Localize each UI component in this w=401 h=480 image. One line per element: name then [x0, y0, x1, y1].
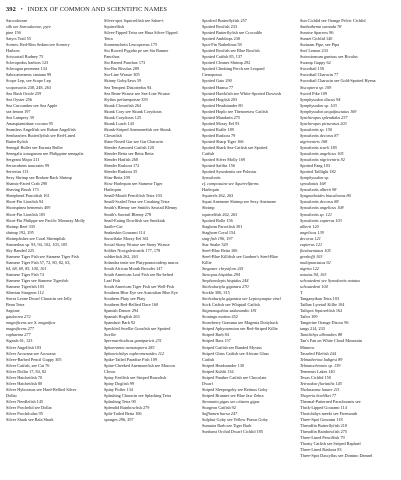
index-entry: Slyfins perlaenpoisse 359	[104, 96, 148, 102]
index-entry: Slim-Betta 109	[104, 175, 130, 181]
index-entry: Sea Bush Oriole 259	[6, 90, 42, 96]
index-entry: Siamese Tiger Fish 57, 72, 80, 82, 63,	[6, 259, 71, 265]
index-entry: Sagitate	[6, 308, 20, 314]
index-entry: Spotfred Butterflyfish 257	[202, 18, 247, 23]
index-entry: Bean Tetra	[6, 302, 25, 308]
index-entry: Shamic-Faced Crab 290	[6, 181, 48, 187]
index-entry: Siamese Tiger Fish 74	[6, 271, 44, 277]
index-entry: Syngnathoides biaculeatus 80	[300, 193, 351, 199]
index-entry: flavitaeniatus 105	[300, 247, 331, 253]
index-entry: Sabocatterneus cantana 99	[6, 72, 52, 78]
index-entry: Thermal-Patterned Parachromis see	[300, 398, 361, 404]
index-entry: Strawberry Gramma see Magenta Dottyback	[202, 320, 278, 326]
index-entry: Spotted Rasbora 79	[202, 132, 236, 138]
index-entry: Thayeria boehlkei 77	[300, 392, 337, 398]
index-entry: stag-fish 196, 197	[202, 235, 233, 241]
index-entry: Temensis Lakes 140	[300, 368, 335, 374]
index-entry: 64, 68, 69, 85, 100, 101	[6, 265, 47, 271]
index-entry: Spotted Mandarin 275	[202, 114, 241, 120]
index-entry: Spandarri Barb 92	[104, 320, 136, 326]
index-entry: Symphysodon discus 94	[300, 96, 341, 102]
index-entry: Silver Hatchetfish 70	[6, 374, 43, 380]
index-entry: Spotted Hawkfish see White-Spotted Dowwsb	[202, 90, 282, 96]
index-entry: Spotted Shark Sea-Catfish see Spotted	[202, 144, 268, 150]
index-entry: Threadfin Butterflyfish 210	[300, 423, 347, 429]
index-entry: Sphaerichthys osphromenoides 112	[104, 350, 164, 356]
index-entry: Striped Panther Catfish see Chocolate	[202, 374, 267, 380]
index-columns	[6, 18, 398, 459]
index-entry: Split-Tailed Betta 106	[104, 411, 142, 417]
index-entry: Synodontis sp. 150	[300, 126, 332, 132]
index-entry: Synodontis	[202, 175, 221, 181]
index-entry: Stephanolepis hispidus 244	[202, 278, 249, 284]
index-entry: Spiny Eeelfish see Striped Brazolish	[104, 374, 167, 380]
index-entry: Sclerogau perennea 134	[6, 66, 47, 72]
index-entry: Silver Needlefish 145	[6, 398, 44, 404]
index-entry: Seamless Angelfish see Ruban Angelfish	[6, 126, 76, 132]
index-entry: South American Tiger Fish see Well-Fish	[104, 284, 175, 290]
index-entry: Striped Headstander 130	[202, 362, 245, 368]
index-entry: Clownfish	[104, 132, 122, 138]
index-entry: Surinam Pipe, see Pipa	[300, 42, 340, 48]
index-entry: Spotted Hoplo see Thenoretaw Catfish	[202, 108, 268, 114]
index-entry: multipunctatus 92	[300, 259, 331, 265]
index-entry: gaulacrea 272	[6, 314, 31, 320]
index-entry: Slender Rasbora 172	[104, 163, 140, 169]
index-entry: Pancthus	[104, 54, 120, 60]
index-entry: Shrimpfishes see Coral Shrimpfish	[6, 235, 66, 241]
index-entry: Surf Lemon 233	[300, 48, 328, 54]
index-entry: Serracubens naucrates 99	[6, 163, 50, 169]
index-entry: Amaspiamidane cocosm 95	[6, 120, 53, 126]
index-entry: Swamp Guppy 62	[300, 60, 331, 66]
index-entry: Tanganyikan Tetra 103	[300, 296, 339, 302]
index-entry: Squat Anemone Shrimp see Sexy Anemone	[202, 199, 277, 205]
index-entry: Stichodactyla gigantea 270	[202, 284, 249, 290]
index-entry: shrimp 192, 295	[6, 229, 34, 235]
index-entry: Shortspinea bemensis 409	[6, 205, 51, 211]
index-entry: Spine-Cheeked Anemonefish see Maroon	[104, 362, 175, 368]
index-entry: squirrelfish 262, 263	[202, 211, 238, 217]
index-entry: soldierfish 262, 263	[104, 253, 138, 259]
index-entry: Sky Banded 225	[6, 247, 35, 253]
index-entry: Skunk Loach 143	[104, 120, 134, 126]
index-entry: Stickle 300, 315	[202, 290, 230, 296]
index-entry: South American Leaf Fish see Ru-belted	[104, 271, 174, 277]
index-entry: Spotted Fang 103	[300, 163, 330, 169]
index-entry: Synodontis eupterus 103	[300, 217, 342, 223]
index-entry: Tailor 109	[300, 314, 318, 320]
index-entry: Synodontis nigriventris 92	[300, 157, 345, 163]
index-entry: Sun Cichlid see Orange Pelvic Cichlid	[300, 18, 366, 23]
index-entry: Skinny Goby/Jaws 59	[104, 78, 142, 84]
index-entry: Silver Arowana see Arowana	[6, 350, 56, 356]
index-entry: Harlequin	[202, 187, 219, 193]
index-entry: T	[300, 290, 303, 296]
index-entry: Stegaster chrysiforn 241	[202, 265, 244, 271]
index-entry: Slender Betta see Betta Betta	[104, 151, 154, 157]
index-entry: Slant-Nosed Gar see Gar Characin	[104, 138, 163, 144]
index-entry: Solandra tenie see Platypomotoidesp muros	[104, 259, 179, 265]
index-entry: silk see Sarcodaceae, pyre	[6, 24, 51, 30]
index-entry: Splashing Tetra 90	[104, 398, 136, 404]
index-entry: Speckled Swellie Goosfish see Spotted	[104, 326, 171, 332]
index-entry: Sea Curcumber see Sea Apple	[6, 102, 58, 108]
index-entry: Siamese Tiger Fish see Siamese Tiger Fish	[6, 253, 79, 259]
index-entry: Stromatia gigas see citizens gigas	[202, 398, 260, 404]
index-entry: Tangerine Orange Discus 96	[300, 320, 349, 326]
index-entry: Sierra Leone Dwarf Characin see Jelly	[6, 296, 72, 302]
index-entry: Shrimp Reef 335	[6, 223, 36, 229]
index-entry: sea lemon 197	[6, 108, 31, 114]
index-entry: Siamese Tigerfish 103	[6, 284, 45, 290]
index-entry: Squirrels 262, 263	[202, 193, 234, 199]
index-entry: nigrita 122	[300, 265, 320, 271]
index-entry: notatus 94, 103	[300, 271, 327, 277]
index-column-3	[202, 18, 300, 459]
index-entry: decorus 121	[300, 235, 321, 241]
index-entry: Spot-Fin Nathelinus 58	[202, 42, 242, 48]
index-column-1	[6, 18, 104, 459]
index-entry: Short-Fin Lionfish 105	[6, 211, 46, 217]
index-entry: Southern Blue Eye see Australian Blue Eye	[104, 290, 178, 296]
index-entry: Sutrostomum gunisus see Rivulus	[300, 54, 358, 60]
index-entry: Synodontis sp. 121	[300, 211, 332, 217]
index-entry: Sadler-Cat	[104, 223, 123, 229]
index-entry: Stoningu motion 452	[202, 314, 238, 320]
index-entry: Harlequin	[104, 187, 121, 193]
page-header	[6, 6, 167, 13]
index-entry: Spiny Dogfish 99	[104, 380, 134, 386]
index-entry: synodontis 168	[300, 181, 326, 187]
index-entry: angelicus 139	[300, 229, 324, 235]
index-entry: Spotted Cleaner Shrimp 292	[202, 60, 251, 66]
index-entry: Telmatherina ladigesi 89	[300, 356, 343, 362]
index-entry: Spotted Boxfish 233	[202, 24, 237, 30]
index-entry: Thorny Catfish see Striped Raphael	[300, 441, 361, 447]
index-entry: Slender Hatfish 268	[104, 157, 138, 163]
index-entry: Sarcodaceae	[6, 18, 28, 23]
index-entry: Spotted Synodontis see Polestar	[202, 169, 257, 175]
index-entry: alberti 120	[300, 223, 319, 229]
index-entry: Steel-Blue Killifish see Gardner's Steel-Blue	[202, 253, 279, 259]
index-entry: Catfish	[202, 151, 215, 157]
index-entry: Southern Red-Bellied Dace 160	[104, 302, 159, 308]
index-entry: Symphysodon aequifasciatus 169	[300, 108, 357, 114]
index-entry: Striped Sleepergoby see Retinus Goby	[202, 386, 268, 392]
index-entry: Slow Harlequin see Siamese Tiger	[104, 181, 163, 187]
index-entry: Sturgeon Catfish 92	[202, 405, 236, 410]
index-entry: Scissortail Rudney 75	[6, 54, 44, 60]
index-entry: Soldier Ncotgalvirosids 177, 178	[104, 247, 161, 253]
index-entry: Star Snake 329	[202, 241, 228, 247]
index-entry: Spotted Gato 290	[202, 78, 232, 84]
index-entry: Signals 61, 123	[6, 338, 33, 344]
index-entry: Scleropodus harbors 123	[6, 60, 49, 66]
index-entry: Shaving Brush 173	[6, 187, 39, 193]
index-entry: Thalassoma lunare 211	[300, 386, 340, 392]
index-entry: Sexy Shrimp see Broken-Back Shrimp	[6, 175, 72, 181]
index-entry: Splashing Characin see Splashing Tetra	[104, 392, 172, 398]
index-entry: Senegalis ionogarum see Philippine senegalis	[6, 151, 84, 157]
index-entry: Skunk Corydoras 125	[104, 114, 142, 120]
index-entry: Texas Cichlid 150	[300, 374, 331, 380]
index-entry: Striped Catfish see Banded Mystus	[202, 344, 262, 350]
index-entry: South African Mouth Brooder 147	[104, 265, 163, 271]
index-entry: Striped Kuhlii 134	[202, 368, 234, 374]
index-entry: Synodontis decorus 87	[300, 132, 339, 138]
index-entry: Southern Platy see Platy	[104, 296, 146, 302]
index-entry: Tailbar Lyretail Killie 104	[300, 302, 345, 308]
index-entry: Three-Spot Gourami 118	[300, 417, 343, 423]
index-entry: magnificens 277	[6, 326, 34, 332]
index-entry: Short-Fin Lionfish 94	[6, 199, 44, 205]
index-entry: Sea Bean-Wrasse see Sea-Line Wrasse	[104, 90, 170, 96]
index-entry: Synchiropus splendidus 237	[300, 114, 348, 120]
index-entry: Silver Prochelid see Dollar	[6, 405, 52, 410]
index-entry: Silver-spot Squirrelfish see Sabre-t	[104, 18, 164, 23]
index-entry: Stick Catfish see Whiptail Catfish	[202, 302, 260, 308]
index-entry: Spike-Tailed Paradise Fish 109	[104, 356, 157, 362]
index-entry: Silver Shark see Bala Shark	[6, 417, 54, 423]
index-entry: Siu Barred Panchax 173	[104, 60, 146, 66]
index-entry: Smith's Sawtail Blenny 278	[104, 211, 152, 217]
index-entry: eupterus 121	[300, 241, 323, 247]
index-entry: Smith's Blenny see Smith's Sawtail Blenny	[104, 205, 178, 211]
index-entry: Steel-Blue Betta 106	[202, 247, 238, 253]
index-entry: Synodontis scarli 185	[300, 144, 337, 150]
index-entry: Stenopus hispidus 294	[202, 271, 241, 277]
index-entry: Synodontis alberti 98	[300, 187, 337, 193]
index-entry: Spotted Silver Molly 169	[202, 157, 246, 163]
index-entry: Sunset Cichlid 140	[300, 36, 333, 42]
index-entry: Three-Lined Pencilfish 79	[300, 435, 345, 441]
index-entry: Swordtail 150	[300, 66, 324, 72]
index-entry: Clown	[104, 368, 116, 374]
index-entry: Three-Lined Rasbora 83	[300, 447, 342, 453]
index-entry: Sergeant Major 211	[6, 157, 40, 163]
index-entry: raphaema 277	[6, 332, 31, 338]
index-entry: Slender Armored Catfish 120	[104, 144, 154, 150]
index-entry: schoutedeni 104	[300, 284, 328, 290]
index-entry: Tanichthys albonubes 88	[300, 332, 343, 338]
index-entry: magnificens see S. magnifica	[6, 320, 56, 326]
index-entry: tangs 214, 233	[300, 326, 325, 332]
index-entry: Spermarrhodicus gamiparicit 231	[104, 338, 162, 344]
index-entry: Silver Hyborasus see Hard-Bellied Silver	[6, 386, 77, 392]
index-entry: Siscoptera sp. 109	[300, 84, 332, 90]
index-entry: Sunrise Sparrow 86	[300, 30, 334, 36]
index-entry: Tetraodon fluviatilis 145	[300, 380, 342, 386]
index-entry: Skunk Cory see Skunk Corydoras	[104, 108, 162, 114]
index-entry: Sunbathema surnada 78	[300, 24, 342, 30]
header-bullet: •	[20, 6, 23, 13]
index-entry: Sonnenschein Leucopterus 175	[104, 42, 158, 48]
index-entry: Shrimp	[202, 205, 215, 211]
index-entry: Catfish	[202, 356, 215, 362]
index-entry: Snowflake Moray Eel 361	[104, 235, 149, 241]
index-entry: Striped Brunner see Blue Jaw Zebra	[202, 392, 264, 398]
index-entry: Sea Tempest Distortedus 94	[104, 84, 152, 90]
index-entry: Short-Fin Philippe see Pacific Moonray Molly	[6, 217, 85, 223]
index-entry: Harbors	[6, 48, 20, 54]
index-entry: Striped Barb 84	[202, 332, 229, 338]
index-entry: Sea Lamprey 39	[6, 114, 34, 120]
index-entry: Symphysodon sp. 103	[300, 102, 337, 108]
index-entry: pine 156	[6, 30, 21, 36]
index-entry: Tetra	[104, 36, 113, 42]
index-entry: Siu Rowed Pygidia pe see Siu Banner	[104, 48, 169, 54]
index-entry: scoporsortis 238, 248, 263	[6, 84, 51, 90]
index-entry: Social Stony Wrasse see Stony Wrasse	[104, 241, 170, 247]
index-entry: Three-Spot Dascyllus see Domino Damsel	[300, 453, 373, 459]
index-entry: Spotted Hogfish 203	[202, 96, 238, 102]
index-entry: Skunk-Striped Anemonefish see Skunk	[104, 126, 171, 132]
index-entry: Sufflamen bursa 247	[202, 411, 238, 417]
index-entry: Scope Lep, see Scope Lep	[6, 78, 51, 84]
index-entry: Sword Pike 109	[300, 90, 328, 96]
index-entry: Striped Bass 157	[202, 338, 231, 344]
index-entry: Spotted Sailfin 156	[202, 163, 235, 169]
index-entry: Snakeskin Gourami 114	[104, 229, 145, 235]
index-entry: Swordtail Characin see Gold-Spotted Hyena	[300, 78, 376, 84]
index-entry: Silver Hatchetfish 80	[6, 380, 43, 386]
index-column-4	[300, 18, 398, 459]
index-entry: Tan's Fan on White Cloud Mountain	[300, 338, 362, 344]
index-entry: Siu-Line Wrasse 305	[104, 72, 140, 78]
index-entry: Synodontis angelicus 105	[300, 151, 344, 157]
index-entry: Tasseled Filefish 244	[300, 350, 337, 356]
index-entry: Senegal Bullet see Eurasia Bullet	[6, 144, 63, 150]
index-entry: Spotted Boxfish see Blue Boxfish	[202, 48, 260, 54]
index-entry: Killie	[202, 259, 212, 265]
index-entry: Staghorn Coral 154	[202, 229, 236, 235]
index-entry: Spotted Headstander 80	[202, 102, 243, 108]
index-entry: Sulphur Goby see Yellow Prawn Goby	[202, 417, 268, 423]
index-entry: Silver Angelfish 103	[6, 344, 42, 350]
index-entry: Symphysodon sp.	[300, 175, 330, 181]
index-entry: Ctenopoma	[202, 72, 222, 78]
index-entry: Stigmatogobius sadanundio 181	[202, 308, 257, 314]
index-entry: Leaf Fish	[104, 278, 121, 284]
index-entry: Spotted Moray Eel 93	[202, 120, 240, 126]
index-entry: Swordtail Characin 77	[300, 72, 339, 78]
index-column-2	[104, 18, 202, 459]
index-entry: Spotted Sharp Tiger 166	[202, 138, 244, 144]
index-entry: Spanish Dancer 294	[104, 308, 139, 314]
index-entry: Skunk Clownfish 264	[104, 102, 142, 108]
index-entry: Spotted Taillight 182	[300, 169, 336, 175]
index-entry: Sea Oyster 256	[6, 96, 32, 102]
index-entry: Serrerias 113	[6, 169, 29, 175]
index-entry: Swellie	[104, 332, 117, 338]
index-entry: Synodontis angelicus 108	[300, 205, 344, 211]
index-entry: Minnow	[300, 344, 315, 350]
index-entry: Siamese Tiger see Siamese Tigerfish	[6, 278, 69, 284]
index-entry: Sheephead Parrotfish 161	[6, 193, 50, 199]
index-entry: nigriventris 168	[300, 138, 328, 144]
index-entry: Telmatochromis sp. 139	[300, 362, 341, 368]
index-entry: Satyrs Trail 55	[6, 36, 32, 42]
index-entry: Slender Rasbora 35	[104, 169, 138, 175]
index-entry: Striped Aphyosemion see Red-Striped Killie	[202, 326, 278, 332]
index-entry: schoutedeni see Synodontis notatus	[300, 278, 361, 284]
index-entry: sponges 296, 297	[104, 417, 134, 423]
page-title: INDEX OF COMMON AND SCIENTIFIC NAMES	[27, 6, 168, 13]
index-entry: Sunburst Orchid Dwarf Cichlid 185	[202, 429, 263, 435]
index-entry: Spotted Bolle 156	[202, 217, 233, 223]
index-entry: Silver Dollar 17, 84, 82	[6, 368, 47, 374]
index-entry: Scenes: Red-Rim Sedum see Scenery	[6, 42, 70, 48]
index-entry: Small-Scaled Tetra see Croaking Tetra	[104, 199, 170, 205]
index-entry: Small-Mouth Pencilfish Tetra 103	[104, 193, 162, 199]
index-entry: Tailspot Squirrelfish 162	[300, 308, 343, 314]
index-entry: Synchiropus picturatus 203	[300, 120, 347, 126]
index-entry: Thick-Lipped Gourami 114	[300, 405, 347, 410]
index-entry: Spanish Hogfish 263	[104, 314, 140, 320]
index-entry: Striped Glass Catfish see African Glass	[202, 350, 269, 356]
index-entry: Spotted Catfish 85, 137	[202, 54, 243, 60]
index-entry: Dollar	[6, 392, 17, 398]
index-entry: Spotted Ambliops 230	[202, 36, 241, 42]
index-entry: Sumatra Barb see Tiger Barb	[202, 423, 252, 429]
index-entry: Silver-Tipped Tetra see Hasa Silver-Tipped	[104, 30, 178, 36]
index-entry: Silver Catfish, see Cat 76	[6, 362, 50, 368]
index-entry: Silver-Barbed Pencil Guppy 305	[6, 356, 62, 362]
index-entry: Spotted Butterflyfish see Crocodile	[202, 30, 263, 36]
index-entry: Siu-Bar Rivulus 289	[104, 66, 139, 72]
index-entry: Siberian Sturgeon 112	[6, 290, 44, 296]
index-entry: greshoffi 103	[300, 253, 323, 259]
index-entry: Synodontis decorus 88	[300, 199, 339, 205]
index-entry: Stichodactyla gigantea see Leptosynapta vincl	[202, 296, 281, 302]
index-entry: Thorichthys meeki see Firemouth	[300, 411, 358, 417]
index-entry: Splendid Rainbowfish 279	[104, 405, 150, 410]
index-entry: cf. composuine see Squirrelfarms	[202, 181, 259, 187]
index-entry: Silver Prochilodus 95	[6, 411, 43, 417]
page-number: 392	[6, 6, 16, 13]
index-entry: Spotted Hamsa 77	[202, 84, 234, 90]
index-entry: Spiny Puffer 134	[104, 386, 133, 392]
index-entry: Sphaeramia nematoptera 283	[104, 344, 155, 350]
index-entry: Spotted Climbing Perch see Leopard	[202, 66, 265, 72]
index-entry: Spotted Rafile 189	[202, 126, 234, 132]
index-entry: Siamesbus sp. 93, 94, 102, 103, 105	[6, 241, 68, 247]
index-entry: Stagbotn Parrotfish 301	[202, 223, 243, 229]
index-entry: Squirrelfish	[104, 24, 125, 30]
index-entry: Threadfin Rainbowfish 275	[300, 429, 347, 435]
index-entry: Butterflyfish	[6, 138, 28, 144]
index-entry: Dwarf	[202, 380, 213, 386]
index-entry: Snail-Eating Dowlfish see Snoiktuk	[104, 217, 166, 223]
index-entry: Sentbarriers Butterflyfish see Red-Lined	[6, 132, 76, 138]
